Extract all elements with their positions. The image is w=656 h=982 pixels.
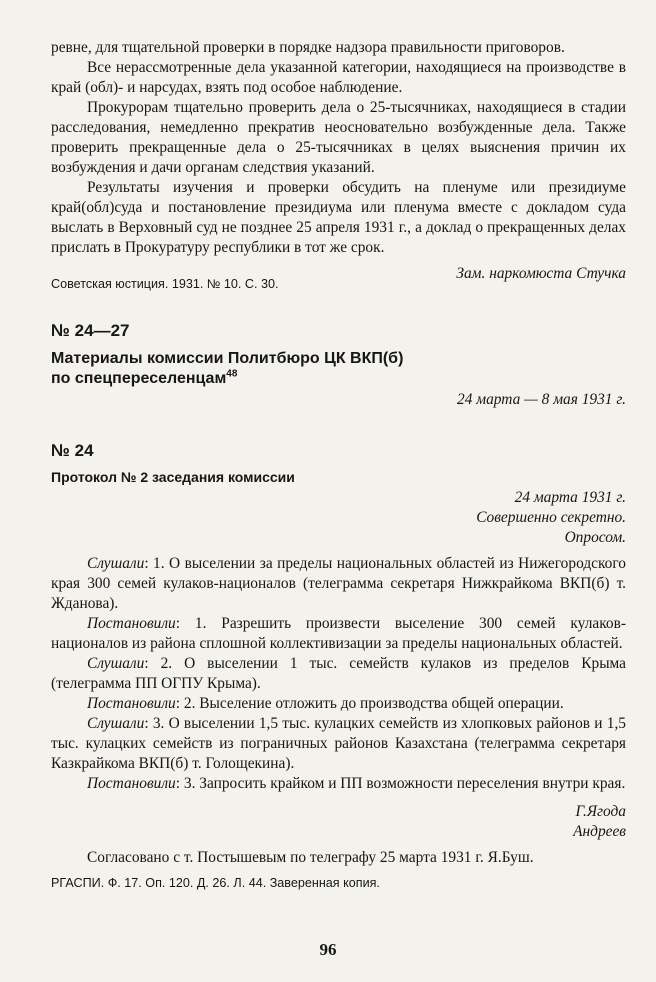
item-text: : 2. О выселении 1 тыс. семейств кулаков из пределов Крыма (телеграмма ПП ОГПУ Крыма). <box>51 655 626 692</box>
agreement-note: Согласовано с т. Постышевым по телеграфу 25 марта 1931 г. Я.Буш. <box>87 849 534 866</box>
item-text: : 2. Выселение отложить до производства общей операции. <box>175 695 564 712</box>
footnote-reference: 48 <box>226 368 238 380</box>
section-number: № 24—27 <box>51 321 130 340</box>
document-method: Опросом. <box>564 529 626 546</box>
document-classification: Совершенно секретно. <box>476 509 626 526</box>
item-label: Постановили <box>87 695 176 712</box>
item-label: Слушали <box>87 715 145 732</box>
intro-paragraph-2: Все нерассмотренные дела указанной категории, находящиеся на производстве в край (обл)- и нарсудах, взять под особое наблюдение. <box>51 59 626 96</box>
section-dates: 24 марта — 8 мая 1931 г. <box>457 391 626 408</box>
intro-paragraph-1: ревне, для тщательной проверки в порядке надзора правильности приговоров. <box>51 39 565 56</box>
document-24 <box>51 441 626 904</box>
protocol-items <box>51 554 626 794</box>
document-title: Протокол № 2 заседания комиссии <box>51 469 295 485</box>
protocol-item <box>51 614 626 654</box>
item-text: : 3. Запросить крайком и ПП возможности переселения внутри края. <box>175 775 626 792</box>
item-text: : 1. О выселении за пределы национальных областей из Нижегородского края 300 семей кулаков-националов (телеграмма секретаря Нижкрайкома ВКП(б) т. Жданова). <box>51 555 626 612</box>
item-label: Постановили <box>87 615 176 632</box>
item-label: Слушали <box>87 655 145 672</box>
intro-block <box>51 38 626 284</box>
protocol-item <box>51 774 626 794</box>
intro-paragraph-3: Прокурорам тщательно проверить дела о 25-тысячниках, находящиеся в стадии расследования, немедленно прекратив неосновательно возбужденные дела. Также проверить прекращенные дела о 25-тысячниках в целях выяснения причин их возбуждения и дачи органам следствия указаний. <box>51 99 626 176</box>
section-title-line-1: Материалы комиссии Политбюро ЦК ВКП(б) <box>51 350 404 367</box>
archive-reference: РГАСПИ. Ф. 17. Оп. 120. Д. 26. Л. 44. Заверенная копия. <box>51 876 380 890</box>
protocol-item <box>51 554 626 614</box>
document-number: № 24 <box>51 441 94 460</box>
section-title-line-2 <box>51 369 626 389</box>
protocol-item <box>51 714 626 774</box>
section-title-text: по спецпереселенцам <box>51 370 227 387</box>
item-text: : 3. О выселении 1,5 тыс. кулацких семейств из хлопковых районов и 1,5 тыс. кулацких семейств из пограничных районов Казахстана (телеграмма секретаря Казкрайкома ВКП(б) т. Голощекина). <box>51 715 626 772</box>
page-number: 96 <box>319 940 337 959</box>
document-date: 24 марта 1931 г. <box>514 489 626 506</box>
intro-signature: Зам. наркомюста Стучка <box>456 265 626 282</box>
item-text: : 1. Разрешить произвести выселение 300 семей кулаков-националов из района сплошной коллективизации за пределы национальных областей. <box>51 615 626 652</box>
intro-source: Советская юстиция. 1931. № 10. С. 30. <box>51 277 279 291</box>
intro-paragraph-4: Результаты изучения и проверки обсудить на пленуме или президиуме край(обл)суда и постановление президиума или пленума вместе с докладом суда выслать в Верховный суд не позднее 25 апреля 1931 г., а доклад о прекращенных делах прислать в Прокуратуру республики в тот же срок. <box>51 179 626 256</box>
protocol-item <box>51 694 626 714</box>
signer-yagoda: Г.Ягода <box>575 803 626 820</box>
section-heading <box>51 321 626 410</box>
item-label: Слушали <box>87 555 145 572</box>
protocol-item <box>51 654 626 694</box>
item-label: Постановили <box>87 775 176 792</box>
signer-andreev: Андреев <box>573 823 626 840</box>
